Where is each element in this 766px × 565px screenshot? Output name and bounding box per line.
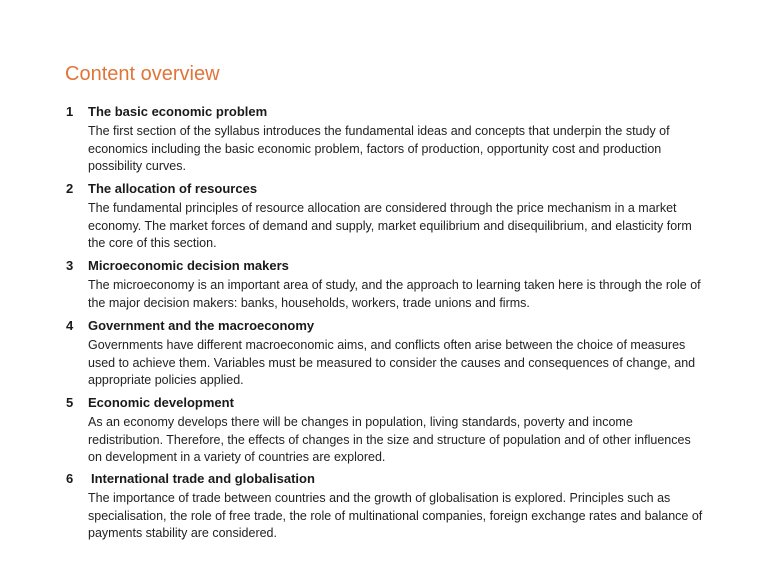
description-line: payments stability are considered. — [88, 526, 277, 540]
section-heading: International trade and globalisation — [91, 471, 315, 486]
section-header — [66, 179, 716, 199]
description-line: on development in a variety of countries are explored. — [88, 450, 386, 464]
description-line: appropriate policies applied. — [88, 373, 244, 387]
description-line: The microeconomy is an important area of study, and the approach to learning taken here is through the role of — [88, 278, 701, 292]
description-line: The first section of the syllabus introduces the fundamental ideas and concepts that underpin the study of — [88, 124, 670, 138]
section-heading: The allocation of resources — [88, 181, 258, 196]
description-line: The fundamental principles of resource allocation are considered through the price mechanism in a market — [88, 201, 677, 215]
section-microeconomic-decision-makers — [66, 256, 716, 312]
section-heading: The basic economic problem — [88, 104, 268, 119]
section-description — [88, 337, 716, 390]
description-line: As an economy develops there will be changes in population, living standards, poverty and income — [88, 415, 633, 429]
section-description — [88, 123, 716, 176]
section-description — [88, 200, 716, 253]
description-line: the major decision makers: banks, households, workers, trade unions and firms. — [88, 295, 530, 310]
section-economic-development — [66, 393, 716, 467]
section-header — [66, 469, 716, 489]
section-number: 4 — [66, 318, 74, 333]
section-header — [66, 393, 716, 413]
section-government-and-macroeconomy — [66, 316, 716, 390]
description-line: Governments have different macroeconomic aims, and conflicts often arise between the choice of measures — [88, 338, 686, 352]
section-international-trade — [66, 469, 716, 543]
description-line: economics including the basic economic problem, factors of production, opportunity cost and production — [88, 141, 662, 156]
section-description — [88, 490, 716, 543]
section-number: 3 — [66, 258, 74, 273]
section-header — [66, 316, 716, 336]
section-description — [88, 277, 716, 312]
description-line: specialisation, the role of free trade, the role of multinational companies, foreign exchange rates and balance of — [88, 508, 703, 523]
section-number: 2 — [66, 181, 74, 196]
section-header — [66, 256, 716, 276]
section-description — [88, 414, 716, 467]
section-heading: Economic development — [88, 395, 234, 410]
section-basic-economic-problem — [66, 102, 716, 176]
page-title: Content overview — [65, 63, 220, 85]
section-header — [66, 102, 716, 122]
description-line: the core of this section. — [88, 236, 217, 250]
section-number: 5 — [66, 395, 74, 410]
description-line: economy. The market forces of demand and supply, market equilibrium and disequilibrium, and elasticity form — [88, 218, 692, 233]
section-allocation-of-resources — [66, 179, 716, 253]
section-number: 1 — [66, 104, 74, 119]
section-heading: Microeconomic decision makers — [88, 258, 289, 273]
description-line: redistribution. Therefore, the effects of changes in the size and structure of population and of other influences — [88, 432, 691, 447]
description-line: used to achieve them. Variables must be measured to consider the causes and consequences of change, and — [88, 355, 696, 370]
description-line: The importance of trade between countries and the growth of globalisation is explored. Principles such as — [88, 491, 671, 505]
section-heading: Government and the macroeconomy — [88, 318, 315, 333]
section-number: 6 — [66, 471, 74, 486]
description-line: possibility curves. — [88, 159, 186, 173]
